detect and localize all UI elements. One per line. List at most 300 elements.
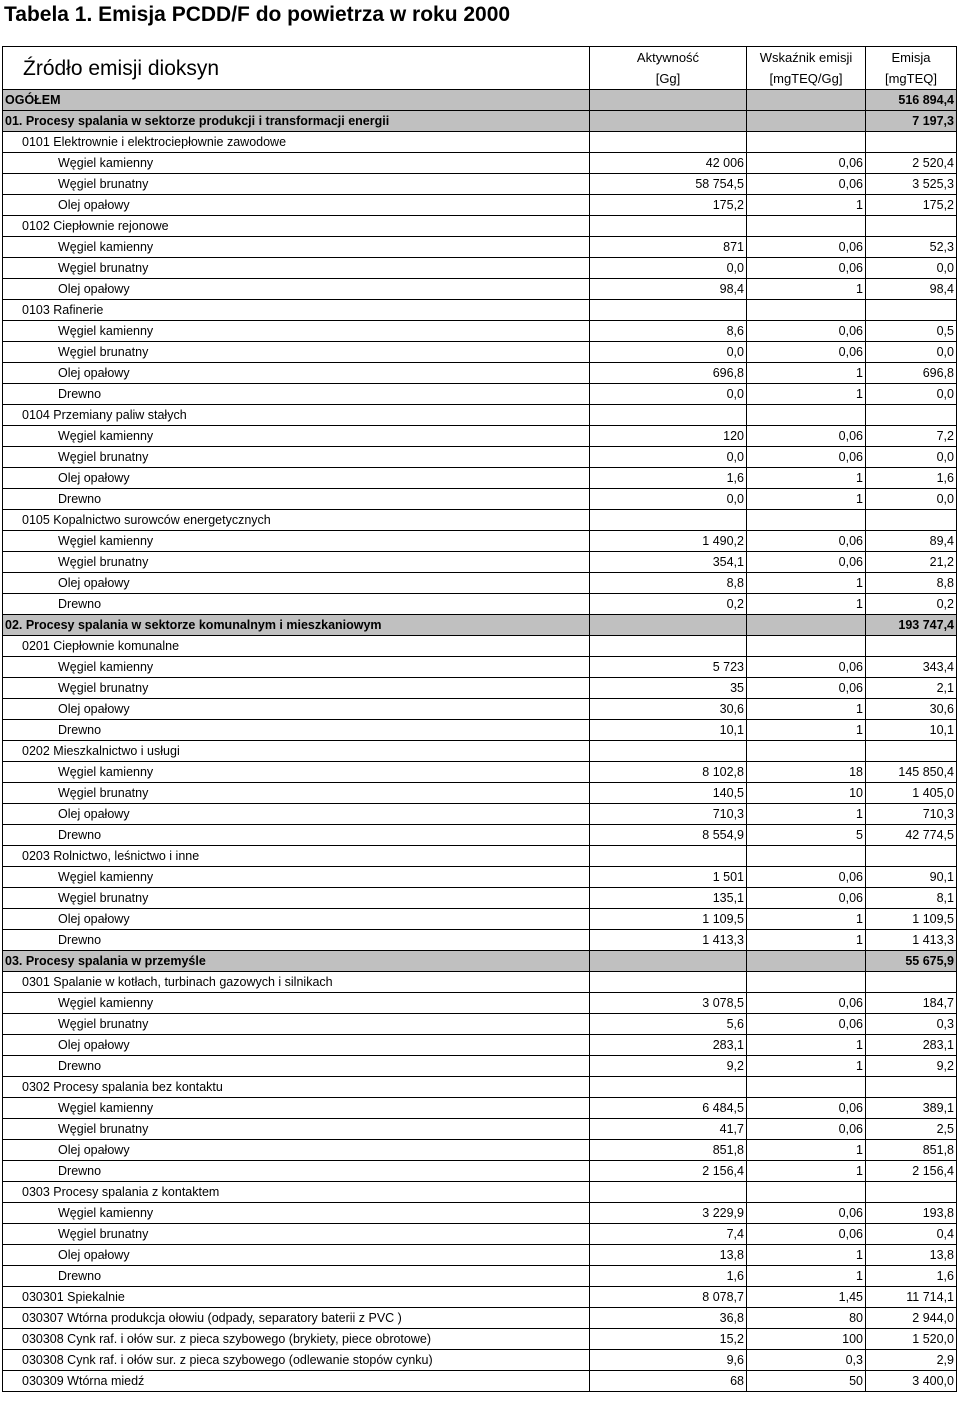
emission-table xyxy=(2,46,957,1392)
factor-cell xyxy=(747,1077,866,1098)
factor-cell: 5 xyxy=(747,825,866,846)
row-name: 0203 Rolnictwo, leśnictwo i inne xyxy=(3,846,590,867)
factor-cell xyxy=(747,951,866,972)
row-name: Drewno xyxy=(3,594,590,615)
factor-cell xyxy=(747,972,866,993)
row-name: Węgiel kamienny xyxy=(3,1098,590,1119)
factor-cell: 1 xyxy=(747,930,866,951)
factor-cell: 1,45 xyxy=(747,1287,866,1308)
emission-cell: 10,1 xyxy=(866,720,957,741)
factor-cell: 1 xyxy=(747,1140,866,1161)
table-row xyxy=(3,1245,957,1266)
factor-cell: 0,06 xyxy=(747,531,866,552)
factor-cell: 0,06 xyxy=(747,153,866,174)
emission-cell: 2 944,0 xyxy=(866,1308,957,1329)
activity-header: Aktywność xyxy=(590,47,747,69)
emission-cell xyxy=(866,1182,957,1203)
row-name: Olej opałowy xyxy=(3,195,590,216)
factor-cell: 1 xyxy=(747,804,866,825)
table-row xyxy=(3,363,957,384)
table-row xyxy=(3,573,957,594)
activity-cell: 30,6 xyxy=(590,699,747,720)
factor-cell: 1 xyxy=(747,468,866,489)
factor-cell: 1 xyxy=(747,699,866,720)
row-name: Węgiel kamienny xyxy=(3,237,590,258)
row-name: Olej opałowy xyxy=(3,363,590,384)
emission-cell: 2,9 xyxy=(866,1350,957,1371)
row-name: Węgiel brunatny xyxy=(3,447,590,468)
row-name: 0105 Kopalnictwo surowców energetycznych xyxy=(3,510,590,531)
subsection-row xyxy=(3,1371,957,1392)
row-name: Olej opałowy xyxy=(3,1035,590,1056)
factor-cell: 1 xyxy=(747,594,866,615)
row-name: 0102 Ciepłownie rejonowe xyxy=(3,216,590,237)
row-name: Węgiel brunatny xyxy=(3,552,590,573)
table-row xyxy=(3,888,957,909)
row-name: 0104 Przemiany paliw stałych xyxy=(3,405,590,426)
page-title: Tabela 1. Emisja PCDD/F do powietrza w roku 2000 xyxy=(4,3,511,26)
row-name: Drewno xyxy=(3,930,590,951)
activity-cell: 283,1 xyxy=(590,1035,747,1056)
emission-cell: 710,3 xyxy=(866,804,957,825)
factor-cell: 0,06 xyxy=(747,426,866,447)
activity-cell xyxy=(590,951,747,972)
emission-cell: 7,2 xyxy=(866,426,957,447)
row-name: Olej opałowy xyxy=(3,909,590,930)
activity-cell: 3 229,9 xyxy=(590,1203,747,1224)
activity-cell: 135,1 xyxy=(590,888,747,909)
table-row xyxy=(3,1161,957,1182)
factor-cell: 1 xyxy=(747,1056,866,1077)
factor-cell: 1 xyxy=(747,1245,866,1266)
subsection-row xyxy=(3,741,957,762)
factor-cell: 50 xyxy=(747,1371,866,1392)
factor-cell: 0,06 xyxy=(747,1203,866,1224)
subsection-row xyxy=(3,1329,957,1350)
subsection-row xyxy=(3,510,957,531)
factor-cell: 0,06 xyxy=(747,237,866,258)
table-row xyxy=(3,1224,957,1245)
emission-cell: 8,8 xyxy=(866,573,957,594)
activity-cell: 42 006 xyxy=(590,153,747,174)
factor-cell: 1 xyxy=(747,909,866,930)
table-row xyxy=(3,804,957,825)
table-row xyxy=(3,720,957,741)
row-name: 030307 Wtórna produkcja ołowiu (odpady, separatory baterii z PVC ) xyxy=(3,1308,590,1329)
activity-cell: 15,2 xyxy=(590,1329,747,1350)
row-name: 01. Procesy spalania w sektorze produkcji i transformacji energii xyxy=(3,111,590,132)
row-name: Drewno xyxy=(3,489,590,510)
emission-cell: 1 520,0 xyxy=(866,1329,957,1350)
activity-cell: 10,1 xyxy=(590,720,747,741)
emission-cell: 13,8 xyxy=(866,1245,957,1266)
activity-cell: 696,8 xyxy=(590,363,747,384)
emission-cell: 2 156,4 xyxy=(866,1161,957,1182)
activity-cell: 8 102,8 xyxy=(590,762,747,783)
activity-cell xyxy=(590,111,747,132)
section-row xyxy=(3,951,957,972)
activity-cell: 98,4 xyxy=(590,279,747,300)
activity-cell: 68 xyxy=(590,1371,747,1392)
emission-cell: 283,1 xyxy=(866,1035,957,1056)
emission-cell: 1 109,5 xyxy=(866,909,957,930)
emission-cell: 851,8 xyxy=(866,1140,957,1161)
row-name: Węgiel brunatny xyxy=(3,174,590,195)
emission-cell: 0,0 xyxy=(866,258,957,279)
row-name: 02. Procesy spalania w sektorze komunalnym i mieszkaniowym xyxy=(3,615,590,636)
activity-cell: 3 078,5 xyxy=(590,993,747,1014)
row-name: Węgiel brunatny xyxy=(3,1014,590,1035)
row-name: OGÓŁEM xyxy=(3,90,590,111)
row-name: 03. Procesy spalania w przemyśle xyxy=(3,951,590,972)
table-row xyxy=(3,468,957,489)
row-name: Drewno xyxy=(3,1161,590,1182)
factor-cell: 1 xyxy=(747,195,866,216)
activity-cell: 710,3 xyxy=(590,804,747,825)
factor-cell: 0,06 xyxy=(747,867,866,888)
table-row xyxy=(3,237,957,258)
emission-cell: 3 400,0 xyxy=(866,1371,957,1392)
factor-cell: 0,06 xyxy=(747,657,866,678)
factor-cell xyxy=(747,636,866,657)
factor-cell: 0,06 xyxy=(747,888,866,909)
activity-cell: 58 754,5 xyxy=(590,174,747,195)
table-row xyxy=(3,258,957,279)
emission-cell xyxy=(866,972,957,993)
factor-cell: 0,06 xyxy=(747,1014,866,1035)
emission-cell xyxy=(866,510,957,531)
emission-unit: [mgTEQ] xyxy=(866,68,957,90)
factor-cell xyxy=(747,90,866,111)
factor-cell xyxy=(747,510,866,531)
table-row xyxy=(3,1140,957,1161)
subsection-row xyxy=(3,846,957,867)
table-row xyxy=(3,1266,957,1287)
factor-unit: [mgTEQ/Gg] xyxy=(747,68,866,90)
row-name: 0301 Spalanie w kotłach, turbinach gazowych i silnikach xyxy=(3,972,590,993)
emission-cell: 0,2 xyxy=(866,594,957,615)
row-name: Olej opałowy xyxy=(3,279,590,300)
emission-cell: 98,4 xyxy=(866,279,957,300)
row-name: 030308 Cynk raf. i ołów sur. z pieca szybowego (odlewanie stopów cynku) xyxy=(3,1350,590,1371)
emission-cell: 7 197,3 xyxy=(866,111,957,132)
factor-cell xyxy=(747,300,866,321)
row-name: Węgiel kamienny xyxy=(3,867,590,888)
emission-cell: 30,6 xyxy=(866,699,957,720)
source-header: Źródło emisji dioksyn xyxy=(3,47,590,90)
activity-cell xyxy=(590,510,747,531)
factor-cell: 0,06 xyxy=(747,258,866,279)
factor-cell: 0,06 xyxy=(747,1119,866,1140)
factor-cell: 0,06 xyxy=(747,1098,866,1119)
row-name: Drewno xyxy=(3,384,590,405)
emission-cell: 42 774,5 xyxy=(866,825,957,846)
row-name: 030301 Spiekalnie xyxy=(3,1287,590,1308)
emission-cell: 1,6 xyxy=(866,1266,957,1287)
activity-cell: 5 723 xyxy=(590,657,747,678)
table-row xyxy=(3,1203,957,1224)
factor-cell: 1 xyxy=(747,1035,866,1056)
activity-cell xyxy=(590,615,747,636)
subsection-row xyxy=(3,405,957,426)
activity-cell: 8 078,7 xyxy=(590,1287,747,1308)
subsection-row xyxy=(3,216,957,237)
row-name: 030308 Cynk raf. i ołów sur. z pieca szybowego (brykiety, piece obrotowe) xyxy=(3,1329,590,1350)
row-name: 0103 Rafinerie xyxy=(3,300,590,321)
factor-cell: 1 xyxy=(747,279,866,300)
table-row xyxy=(3,279,957,300)
emission-cell xyxy=(866,741,957,762)
activity-cell: 6 484,5 xyxy=(590,1098,747,1119)
factor-cell xyxy=(747,615,866,636)
emission-cell: 3 525,3 xyxy=(866,174,957,195)
emission-cell: 343,4 xyxy=(866,657,957,678)
activity-cell: 140,5 xyxy=(590,783,747,804)
activity-cell xyxy=(590,846,747,867)
activity-cell: 2 156,4 xyxy=(590,1161,747,1182)
activity-cell: 7,4 xyxy=(590,1224,747,1245)
section-row xyxy=(3,615,957,636)
emission-cell xyxy=(866,132,957,153)
activity-cell: 8 554,9 xyxy=(590,825,747,846)
row-name: Węgiel kamienny xyxy=(3,762,590,783)
table-row xyxy=(3,783,957,804)
activity-cell: 0,0 xyxy=(590,258,747,279)
activity-cell: 175,2 xyxy=(590,195,747,216)
emission-cell xyxy=(866,300,957,321)
emission-cell: 0,0 xyxy=(866,489,957,510)
subsection-row xyxy=(3,1287,957,1308)
activity-cell: 5,6 xyxy=(590,1014,747,1035)
emission-cell xyxy=(866,405,957,426)
emission-header: Emisja xyxy=(866,47,957,69)
subsection-row xyxy=(3,132,957,153)
row-name: Węgiel kamienny xyxy=(3,993,590,1014)
table-row xyxy=(3,930,957,951)
table-row xyxy=(3,447,957,468)
emission-cell: 184,7 xyxy=(866,993,957,1014)
emission-cell: 2 520,4 xyxy=(866,153,957,174)
row-name: Węgiel brunatny xyxy=(3,678,590,699)
emission-cell: 9,2 xyxy=(866,1056,957,1077)
table-row xyxy=(3,1014,957,1035)
row-name: Drewno xyxy=(3,720,590,741)
activity-cell xyxy=(590,132,747,153)
emission-cell: 55 675,9 xyxy=(866,951,957,972)
factor-cell: 1 xyxy=(747,489,866,510)
factor-header: Wskaźnik emisji xyxy=(747,47,866,69)
row-name: Olej opałowy xyxy=(3,468,590,489)
factor-cell: 1 xyxy=(747,573,866,594)
activity-cell xyxy=(590,1182,747,1203)
row-name: Olej opałowy xyxy=(3,573,590,594)
emission-cell xyxy=(866,216,957,237)
activity-cell: 871 xyxy=(590,237,747,258)
emission-cell: 0,4 xyxy=(866,1224,957,1245)
emission-cell: 89,4 xyxy=(866,531,957,552)
table-row xyxy=(3,195,957,216)
table-row xyxy=(3,1035,957,1056)
factor-cell: 0,06 xyxy=(747,1224,866,1245)
activity-cell: 8,6 xyxy=(590,321,747,342)
header-row xyxy=(3,47,957,69)
activity-cell: 8,8 xyxy=(590,573,747,594)
table-row xyxy=(3,1119,957,1140)
row-name: 0201 Ciepłownie komunalne xyxy=(3,636,590,657)
subsection-row xyxy=(3,1350,957,1371)
activity-cell: 0,0 xyxy=(590,384,747,405)
activity-cell: 120 xyxy=(590,426,747,447)
emission-cell: 0,3 xyxy=(866,1014,957,1035)
emission-cell: 145 850,4 xyxy=(866,762,957,783)
emission-cell: 1 405,0 xyxy=(866,783,957,804)
row-name: Drewno xyxy=(3,1056,590,1077)
table-row xyxy=(3,594,957,615)
activity-cell: 41,7 xyxy=(590,1119,747,1140)
emission-cell: 21,2 xyxy=(866,552,957,573)
row-name: Olej opałowy xyxy=(3,699,590,720)
emission-cell: 2,5 xyxy=(866,1119,957,1140)
emission-cell xyxy=(866,636,957,657)
factor-cell xyxy=(747,132,866,153)
row-name: 0202 Mieszkalnictwo i usługi xyxy=(3,741,590,762)
factor-cell: 1 xyxy=(747,363,866,384)
emission-cell: 389,1 xyxy=(866,1098,957,1119)
table-row xyxy=(3,552,957,573)
table-row xyxy=(3,342,957,363)
activity-cell: 0,0 xyxy=(590,342,747,363)
table-row xyxy=(3,867,957,888)
subsection-row xyxy=(3,1182,957,1203)
emission-cell: 0,5 xyxy=(866,321,957,342)
factor-cell: 1 xyxy=(747,720,866,741)
activity-cell xyxy=(590,741,747,762)
emission-cell: 0,0 xyxy=(866,342,957,363)
table-row xyxy=(3,993,957,1014)
row-name: 0302 Procesy spalania bez kontaktu xyxy=(3,1077,590,1098)
table-row xyxy=(3,531,957,552)
activity-cell: 1,6 xyxy=(590,468,747,489)
activity-cell xyxy=(590,216,747,237)
activity-cell: 851,8 xyxy=(590,1140,747,1161)
row-name: Węgiel brunatny xyxy=(3,783,590,804)
activity-cell xyxy=(590,405,747,426)
factor-cell: 80 xyxy=(747,1308,866,1329)
row-name: Węgiel kamienny xyxy=(3,426,590,447)
table-row xyxy=(3,384,957,405)
emission-cell: 1,6 xyxy=(866,468,957,489)
row-name: Węgiel brunatny xyxy=(3,258,590,279)
table-row xyxy=(3,489,957,510)
row-name: 0101 Elektrownie i elektrociepłownie zawodowe xyxy=(3,132,590,153)
activity-cell xyxy=(590,300,747,321)
row-name: Węgiel brunatny xyxy=(3,1224,590,1245)
emission-cell: 0,0 xyxy=(866,384,957,405)
activity-cell: 0,0 xyxy=(590,489,747,510)
activity-cell: 1,6 xyxy=(590,1266,747,1287)
activity-cell: 9,6 xyxy=(590,1350,747,1371)
factor-cell: 10 xyxy=(747,783,866,804)
table-row xyxy=(3,825,957,846)
factor-cell: 0,06 xyxy=(747,342,866,363)
table-row xyxy=(3,321,957,342)
factor-cell: 18 xyxy=(747,762,866,783)
activity-cell: 0,0 xyxy=(590,447,747,468)
activity-cell: 1 413,3 xyxy=(590,930,747,951)
factor-cell xyxy=(747,846,866,867)
emission-cell: 11 714,1 xyxy=(866,1287,957,1308)
factor-cell: 0,06 xyxy=(747,993,866,1014)
subsection-row xyxy=(3,1308,957,1329)
factor-cell xyxy=(747,1182,866,1203)
table-row xyxy=(3,426,957,447)
activity-cell xyxy=(590,636,747,657)
row-name: Węgiel brunatny xyxy=(3,342,590,363)
activity-cell: 36,8 xyxy=(590,1308,747,1329)
factor-cell: 1 xyxy=(747,1161,866,1182)
emission-cell: 175,2 xyxy=(866,195,957,216)
row-name: Węgiel kamienny xyxy=(3,1203,590,1224)
row-name: Węgiel kamienny xyxy=(3,321,590,342)
row-name: Węgiel brunatny xyxy=(3,1119,590,1140)
subsection-row xyxy=(3,636,957,657)
activity-cell: 1 490,2 xyxy=(590,531,747,552)
emission-cell xyxy=(866,846,957,867)
activity-cell: 0,2 xyxy=(590,594,747,615)
emission-cell: 8,1 xyxy=(866,888,957,909)
section-row xyxy=(3,111,957,132)
factor-cell xyxy=(747,111,866,132)
factor-cell: 1 xyxy=(747,384,866,405)
subsection-row xyxy=(3,1077,957,1098)
emission-cell: 52,3 xyxy=(866,237,957,258)
row-name: Drewno xyxy=(3,1266,590,1287)
table-row xyxy=(3,699,957,720)
section-row xyxy=(3,90,957,111)
activity-cell: 9,2 xyxy=(590,1056,747,1077)
table-row xyxy=(3,1098,957,1119)
table-row xyxy=(3,174,957,195)
activity-unit: [Gg] xyxy=(590,68,747,90)
factor-cell: 0,06 xyxy=(747,321,866,342)
table-row xyxy=(3,657,957,678)
factor-cell: 0,06 xyxy=(747,678,866,699)
table-row xyxy=(3,678,957,699)
factor-cell xyxy=(747,216,866,237)
emission-cell: 193,8 xyxy=(866,1203,957,1224)
activity-cell: 354,1 xyxy=(590,552,747,573)
activity-cell: 13,8 xyxy=(590,1245,747,1266)
row-name: Olej opałowy xyxy=(3,1245,590,1266)
emission-cell: 1 413,3 xyxy=(866,930,957,951)
table-row xyxy=(3,1056,957,1077)
emission-cell: 90,1 xyxy=(866,867,957,888)
table-row xyxy=(3,909,957,930)
factor-cell: 0,3 xyxy=(747,1350,866,1371)
factor-cell: 0,06 xyxy=(747,447,866,468)
emission-cell: 2,1 xyxy=(866,678,957,699)
subsection-row xyxy=(3,300,957,321)
factor-cell: 1 xyxy=(747,1266,866,1287)
row-name: 030309 Wtórna miedź xyxy=(3,1371,590,1392)
row-name: Węgiel brunatny xyxy=(3,888,590,909)
factor-cell xyxy=(747,405,866,426)
activity-cell xyxy=(590,90,747,111)
emission-cell xyxy=(866,1077,957,1098)
row-name: Olej opałowy xyxy=(3,1140,590,1161)
table-row xyxy=(3,153,957,174)
subsection-row xyxy=(3,972,957,993)
